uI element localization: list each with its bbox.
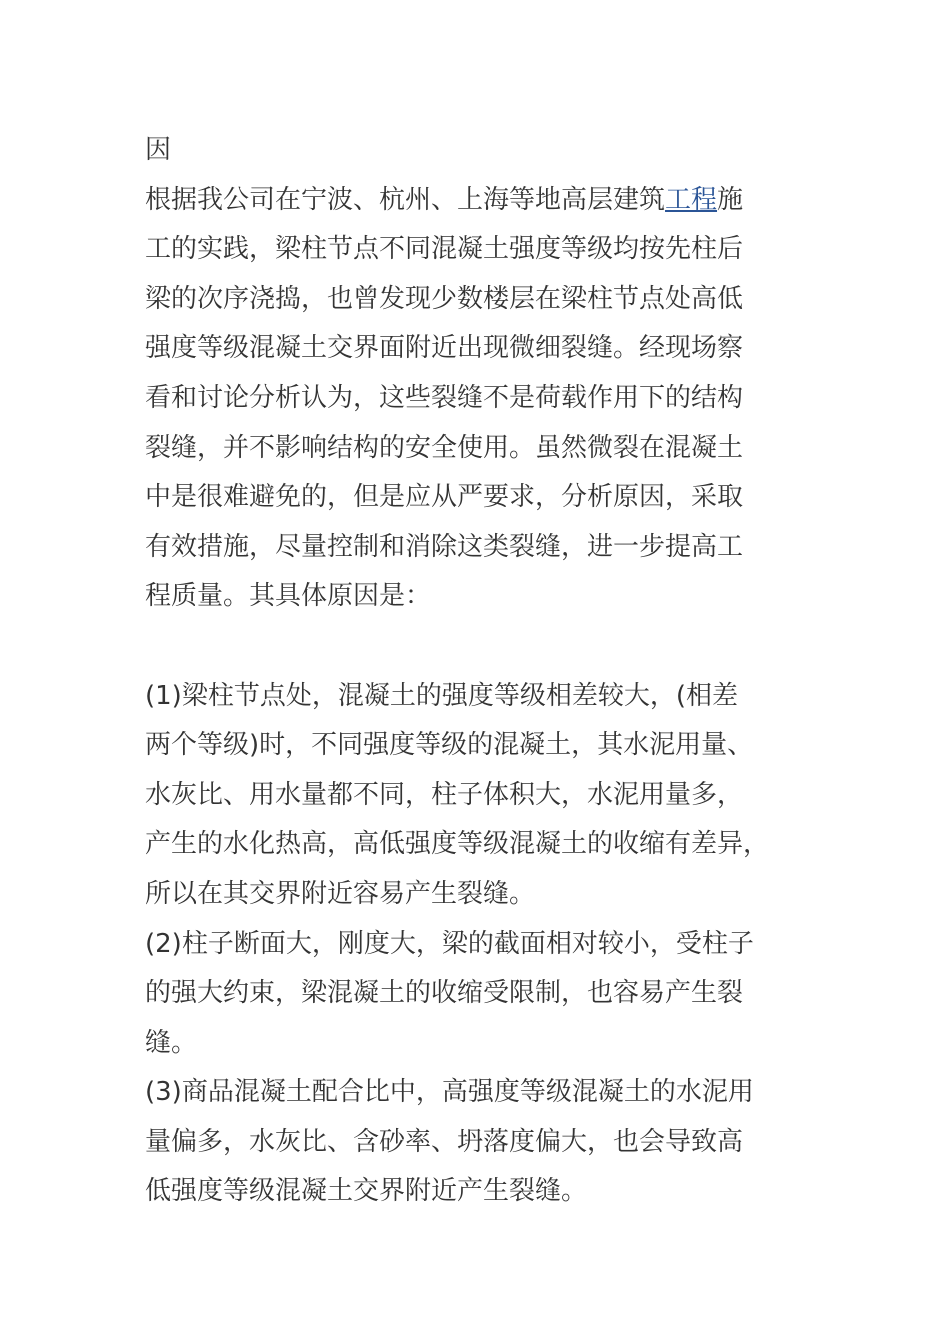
para1-text-after-link: 施 bbox=[717, 184, 744, 215]
para1-line-9: 程质量。其具体原因是： bbox=[145, 581, 432, 612]
para1-text-before-link: 根据我公司在宁波、杭州、上海等地高层建筑 bbox=[145, 184, 666, 215]
item3-line-2: 量偏多，水灰比、含砂率、坍落度偏大，也会导致高 bbox=[145, 1126, 744, 1157]
paragraph-spacer bbox=[145, 622, 810, 672]
para1-line-5: 看和讨论分析认为，这些裂缝不是荷载作用下的结构 bbox=[145, 382, 744, 413]
item1-line-1: (1)梁柱节点处，混凝土的强度等级相差较大，(相差 bbox=[145, 680, 738, 711]
item2-line-1: (2)柱子断面大，刚度大，梁的截面相对较小，受柱子 bbox=[145, 928, 754, 959]
item1-line-3: 水灰比、用水量都不同，柱子体积大，水泥用量多， bbox=[145, 779, 744, 810]
para1-line-2: 工的实践，梁柱节点不同混凝土强度等级均按先柱后 bbox=[145, 234, 744, 265]
intro-line: 因 bbox=[145, 135, 172, 165]
item2-line-2: 的强大约束，梁混凝土的收缩受限制，也容易产生裂 bbox=[145, 978, 744, 1009]
para1-line-4: 强度等级混凝土交界面附近出现微细裂缝。经现场察 bbox=[145, 333, 744, 364]
para1-line-8: 有效措施，尽量控制和消除这类裂缝，进一步提高工 bbox=[145, 531, 744, 562]
para1-line-1 bbox=[145, 176, 810, 226]
item3-line-3: 低强度等级混凝土交界附近产生裂缝。 bbox=[145, 1176, 588, 1207]
para1-line-3: 梁的次序浇捣，也曾发现少数楼层在梁柱节点处高低 bbox=[145, 283, 744, 314]
document-body bbox=[145, 126, 810, 1217]
para1-line-7: 中是很难避免的，但是应从严要求，分析原因，采取 bbox=[145, 482, 744, 513]
engineering-link[interactable]: 工程 bbox=[665, 184, 718, 215]
para1-line-6: 裂缝，并不影响结构的安全使用。虽然微裂在混凝土 bbox=[145, 432, 744, 463]
item1-line-2: 两个等级)时，不同强度等级的混凝土，其水泥用量、 bbox=[145, 730, 754, 761]
item1-line-5: 所以在其交界附近容易产生裂缝。 bbox=[145, 878, 536, 909]
item3-line-1: (3)商品混凝土配合比中，高强度等级混凝土的水泥用 bbox=[145, 1077, 754, 1108]
item1-line-4: 产生的水化热高，高低强度等级混凝土的收缩有差异， bbox=[145, 829, 770, 860]
item2-line-3: 缝。 bbox=[145, 1027, 198, 1058]
